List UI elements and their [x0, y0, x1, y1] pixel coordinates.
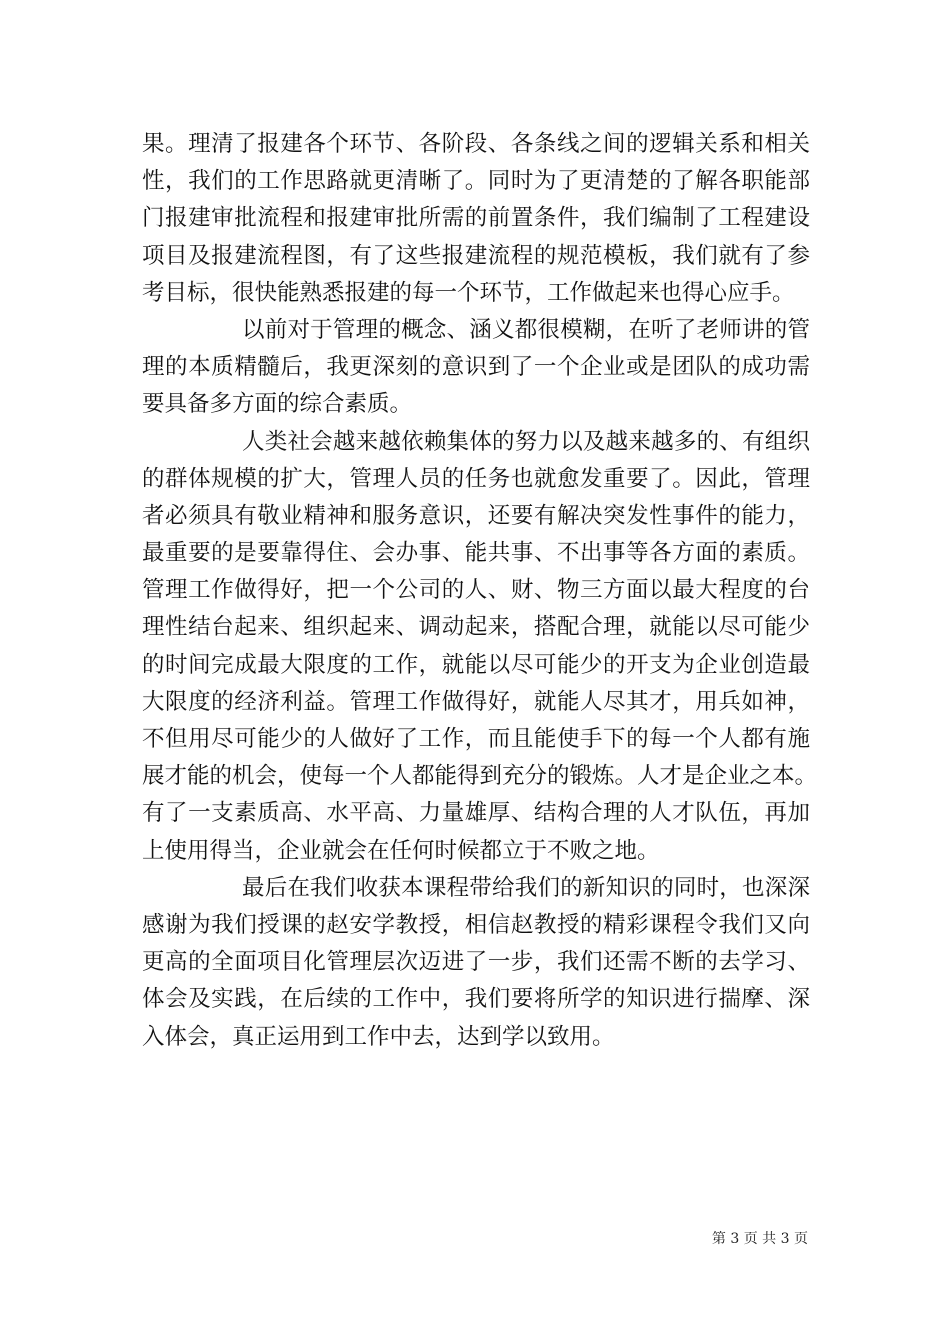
text-line: 理性结台起来、组织起来、调动起来，搭配合理，就能以尽可能少 [142, 614, 810, 641]
document-body [142, 126, 818, 1056]
text-line: 大限度的经济利益。管理工作做得好，就能人尽其才，用兵如神， [142, 688, 810, 715]
paragraph-2 [142, 312, 810, 424]
text-line: 果。理清了报建各个环节、各阶段、各条线之间的逻辑关系和相关 [142, 131, 810, 157]
text-line: 门报建审批流程和报建审批所需的前置条件，我们编制了工程建设 [142, 205, 810, 232]
text-line: 人类社会越来越依赖集体的努力以及越来越多的、有组织 [242, 428, 810, 455]
text-line: 有了一支素质高、水平高、力量雄厚、结构合理的人才队伍，再加 [142, 800, 810, 827]
text-line: 理的本质精髓后，我更深刻的意识到了一个企业或是团队的成功需 [142, 354, 810, 381]
text-line: 感谢为我们授课的赵安学教授，相信赵教授的精彩课程令我们又向 [142, 911, 810, 938]
text-line: 体会及实践，在后续的工作中，我们要将所学的知识进行揣摩、深 [142, 986, 810, 1013]
paragraph-4 [142, 870, 810, 1056]
text-line: 管理工作做得好，把一个公司的人、财、物三方面以最大程度的台 [142, 577, 810, 604]
text-line: 考目标，很快能熟悉报建的每一个环节，工作做起来也得心应手。 [142, 279, 795, 306]
paragraph-3 [142, 424, 818, 870]
text-line: 最后在我们收获本课程带给我们的新知识的同时，也深深 [242, 874, 810, 901]
text-line: 展才能的机会，使每一个人都能得到充分的锻炼。人才是企业之本。 [142, 763, 818, 790]
text-line: 要具备多方面的综合素质。 [142, 391, 413, 418]
text-line: 的群体规模的扩大，管理人员的任务也就愈发重要了。因此，管理 [142, 465, 810, 492]
text-line: 以前对于管理的概念、涵义都很模糊，在听了老师讲的管 [242, 316, 810, 343]
text-line: 性，我们的工作思路就更清晰了。同时为了更清楚的了解各职能部 [142, 168, 810, 195]
page-number-footer: 第 3 页 共 3 页 [711, 1231, 808, 1247]
text-line: 更高的全面项目化管理层次迈进了一步，我们还需不断的去学习、 [142, 949, 810, 976]
text-line: 上使用得当，企业就会在任何时候都立于不败之地。 [142, 837, 660, 864]
text-line: 者必须具有敬业精神和服务意识，还要有解决突发性事件的能力， [142, 502, 810, 529]
text-line: 不但用尽可能少的人做好了工作，而且能使手下的每一个人都有施 [142, 726, 810, 752]
text-line: 项目及报建流程图，有了这些报建流程的规范模板，我们就有了参 [142, 242, 810, 269]
text-line: 的时间完成最大限度的工作，就能以尽可能少的开支为企业创造最 [142, 651, 810, 678]
paragraph-1 [142, 126, 810, 312]
text-line: 入体会，真正运用到工作中去，达到学以致用。 [142, 1023, 615, 1050]
text-line: 最重要的是要靠得住、会办事、能共事、不出事等各方面的素质。 [142, 540, 810, 567]
